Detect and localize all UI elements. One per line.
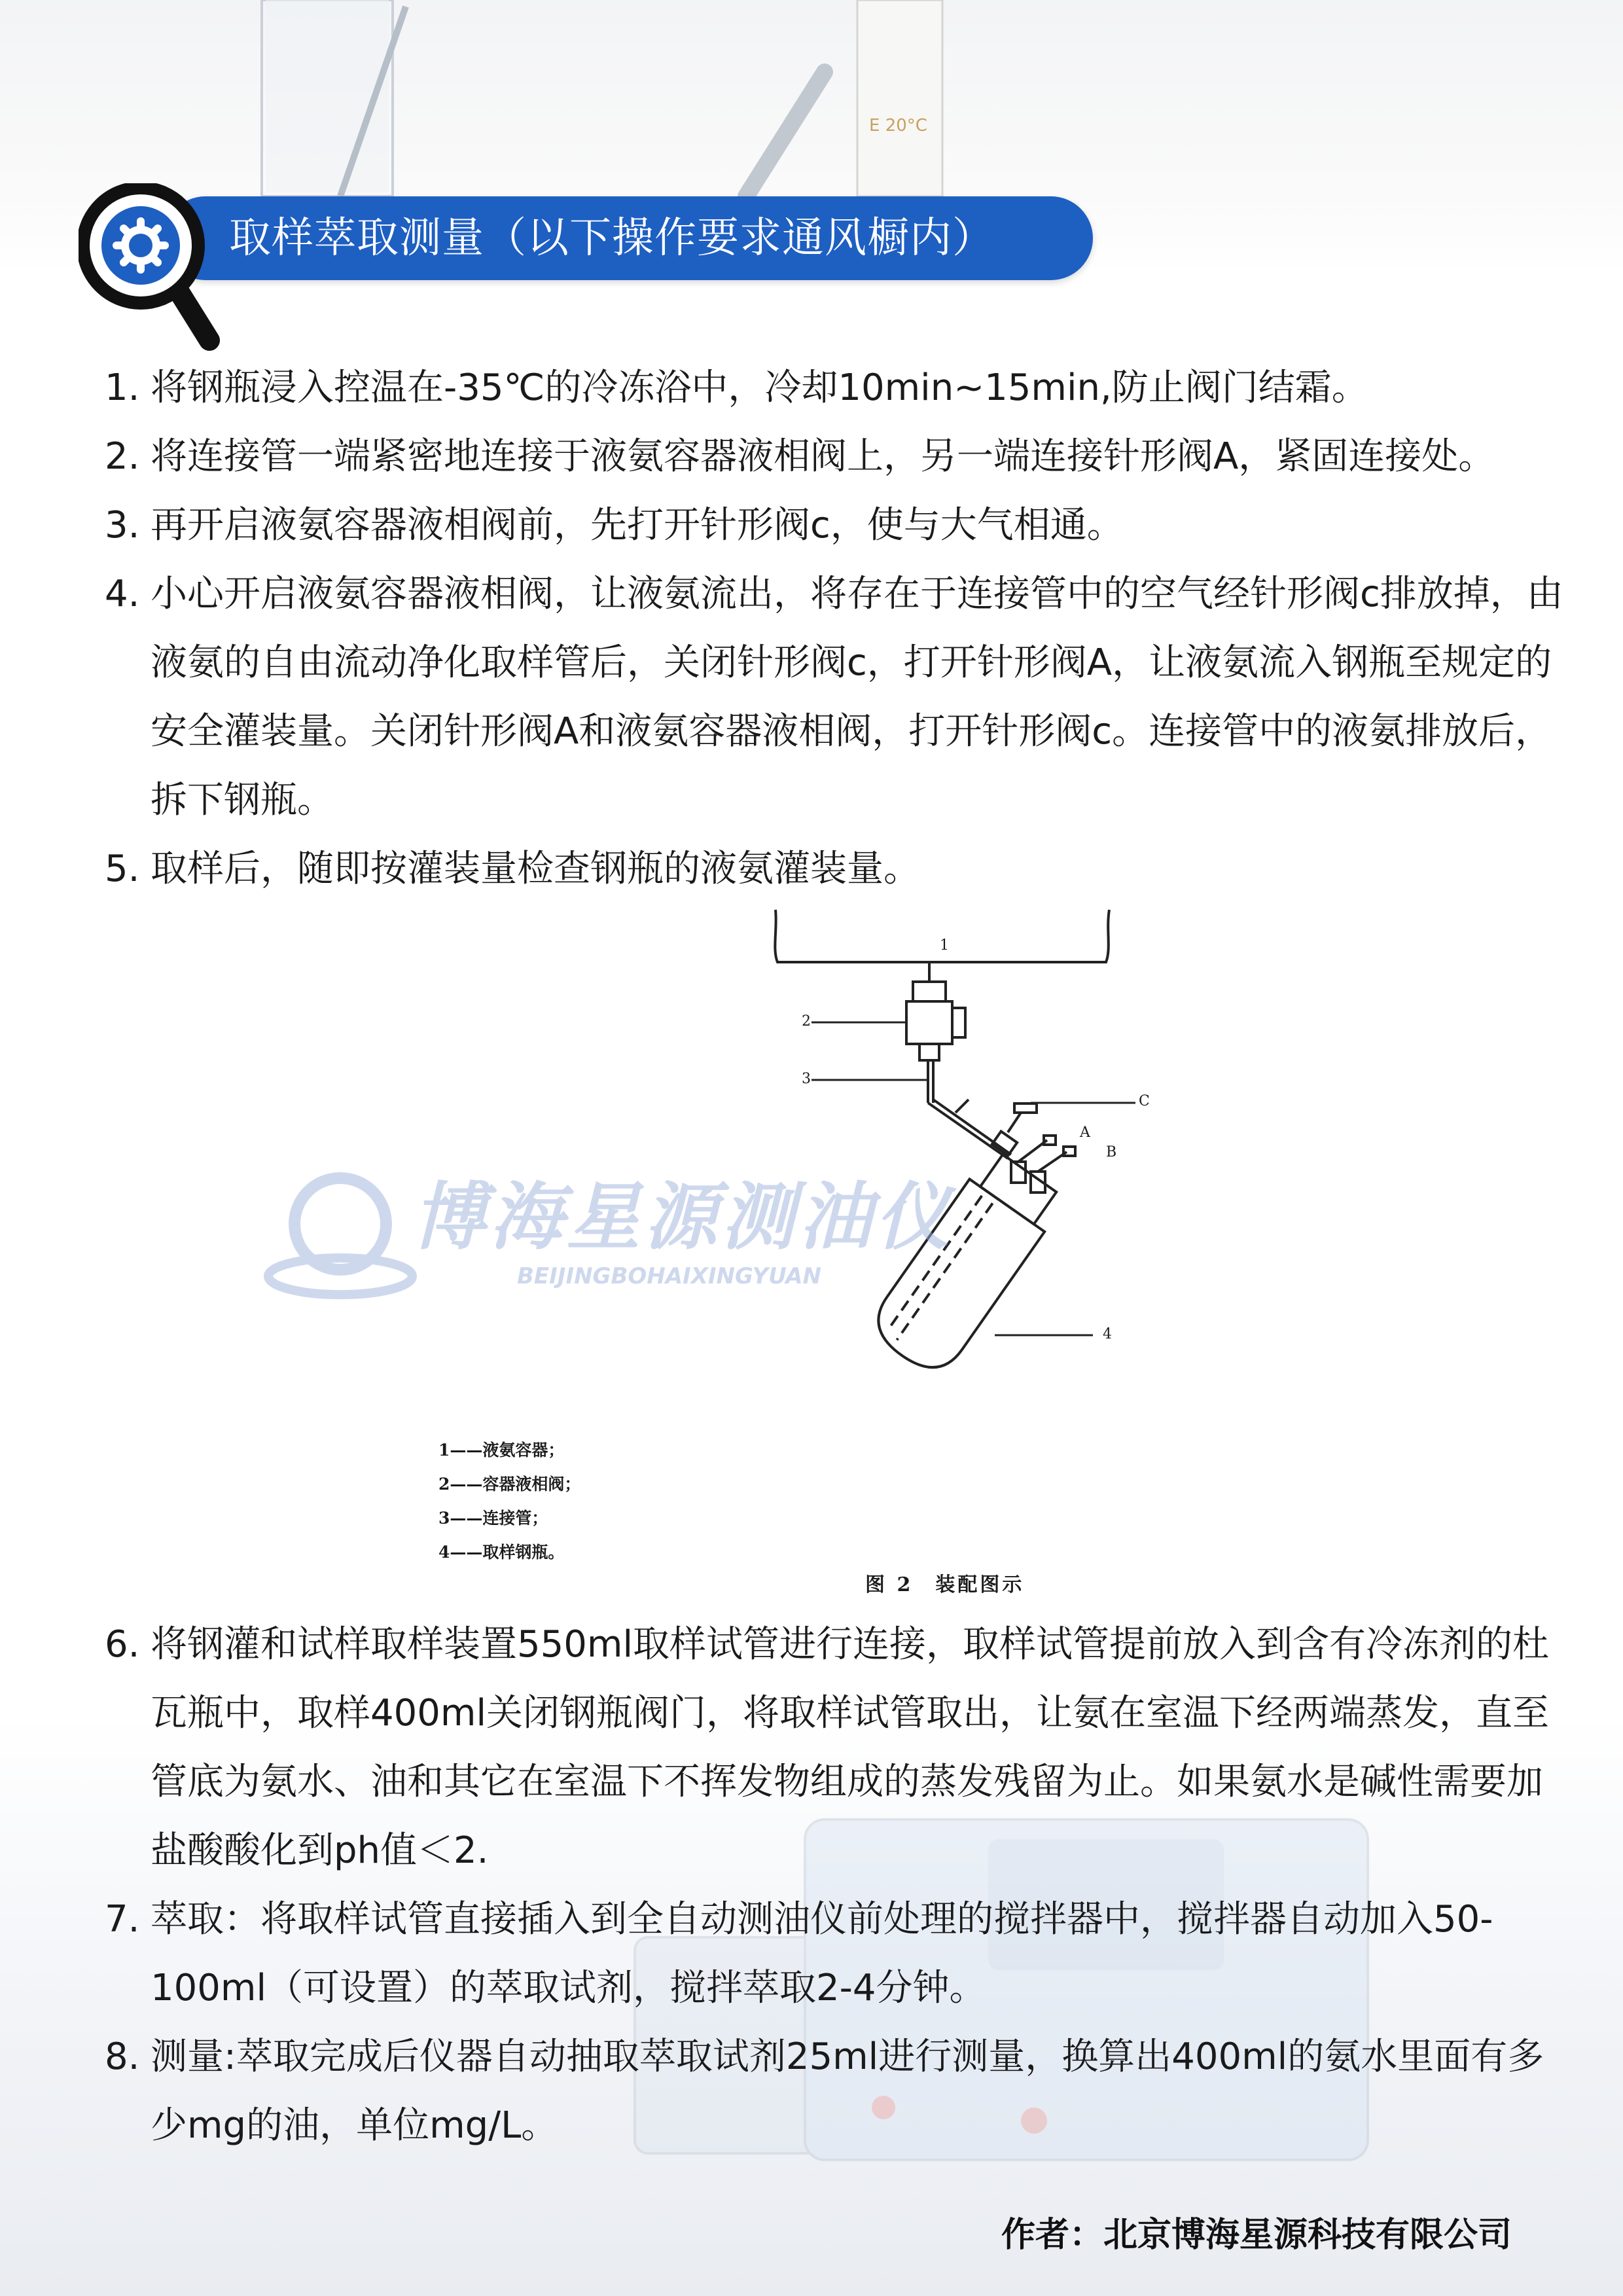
author-credit: 作者：北京博海星源科技有限公司 <box>1001 2215 1512 2255</box>
watermark-subtitle: BEIJINGBOHAIXINGYUAN <box>517 1263 822 1289</box>
list-item <box>105 1885 1564 2022</box>
svg-text:E 20°C: E 20°C <box>869 116 927 135</box>
steps-list-part1 <box>105 353 1564 903</box>
magnifier-gear-icon <box>79 183 223 353</box>
label-2: 2 <box>802 1013 811 1030</box>
step-text: 将钢瓶浸入控温在-35℃的冷冻浴中，冷却10min~15min,防止阀门结霜。 <box>151 367 1368 409</box>
step-text: 将连接管一端紧密地连接于液氨容器液相阀上，另一端连接针形阀A，紧固连接处。 <box>151 435 1495 478</box>
step-number: 5. <box>105 848 140 890</box>
legend-item: 2——容器液相阀； <box>438 1475 581 1494</box>
step-number: 2. <box>105 435 140 478</box>
list-item <box>105 491 1564 560</box>
watermark-title: 博海星源测油仪 <box>412 1175 953 1260</box>
step-number: 4. <box>105 573 140 615</box>
step-number: 7. <box>105 1898 140 1941</box>
list-item <box>105 2022 1564 2160</box>
section-title: 取样萃取测量（以下操作要求通风橱内） <box>229 214 995 262</box>
label-a: A <box>1080 1124 1090 1141</box>
step-text: 取样后，随即按灌装量检查钢瓶的液氨灌装量。 <box>151 848 920 890</box>
label-c: C <box>1139 1093 1150 1109</box>
step-text: 将钢灌和试样取样装置550ml取样试管进行连接，取样试管提前放入到含有冷冻剂的杜瓦瓶中，取样400ml关闭钢瓶阀门，将取样试管取出，让氨在室温下经两端蒸发，直至管底为氨水、油和其它在室温下不挥发物组成的蒸发残留为止。如果氨水是碱性需要加盐酸酸化到ph值＜2. <box>151 1623 1549 1872</box>
list-item <box>105 834 1564 903</box>
legend-item: 1——液氨容器； <box>438 1441 565 1460</box>
legend-item: 3——连接管； <box>438 1509 548 1528</box>
steps-list-part2 <box>105 1610 1564 2160</box>
list-item <box>105 560 1564 834</box>
list-item <box>105 353 1564 422</box>
list-item <box>105 422 1564 491</box>
step-text: 测量:萃取完成后仪器自动抽取萃取试剂25ml进行测量，换算出400ml的氨水里面有多少mg的油，单位mg/L。 <box>151 2036 1544 2147</box>
step-text: 小心开启液氨容器液相阀，让液氨流出，将存在于连接管中的空气经针形阀c排放掉，由液氨的自由流动净化取样管后，关闭针形阀c，打开针形阀A，让液氨流入钢瓶至规定的安全灌装量。关闭针形阀A和液氨容器液相阀，打开针形阀c。连接管中的液氨排放后，拆下钢瓶。 <box>151 573 1563 821</box>
step-number: 8. <box>105 2036 140 2078</box>
watermark-logo <box>262 1152 953 1322</box>
step-number: 3. <box>105 504 140 547</box>
label-1: 1 <box>940 937 949 954</box>
step-number: 1. <box>105 367 140 409</box>
figure-caption: 图 2 装配图示 <box>865 1573 1025 1596</box>
step-number: 6. <box>105 1623 140 1666</box>
step-text: 萃取：将取样试管直接插入到全自动测油仪前处理的搅拌器中，搅拌器自动加入50-100ml（可设置）的萃取试剂，搅拌萃取2-4分钟。 <box>151 1898 1493 2009</box>
watermark-globe-icon <box>262 1152 419 1309</box>
legend-item: 4——取样钢瓶。 <box>438 1543 565 1562</box>
figure-legend <box>438 1433 580 1570</box>
label-3: 3 <box>802 1071 811 1087</box>
label-b: B <box>1106 1144 1117 1160</box>
step-text: 再开启液氨容器液相阀前，先打开针形阀c，使与大气相通。 <box>151 504 1124 547</box>
list-item <box>105 1610 1564 1885</box>
label-4: 4 <box>1103 1326 1112 1342</box>
lab-glassware-image <box>249 0 969 209</box>
